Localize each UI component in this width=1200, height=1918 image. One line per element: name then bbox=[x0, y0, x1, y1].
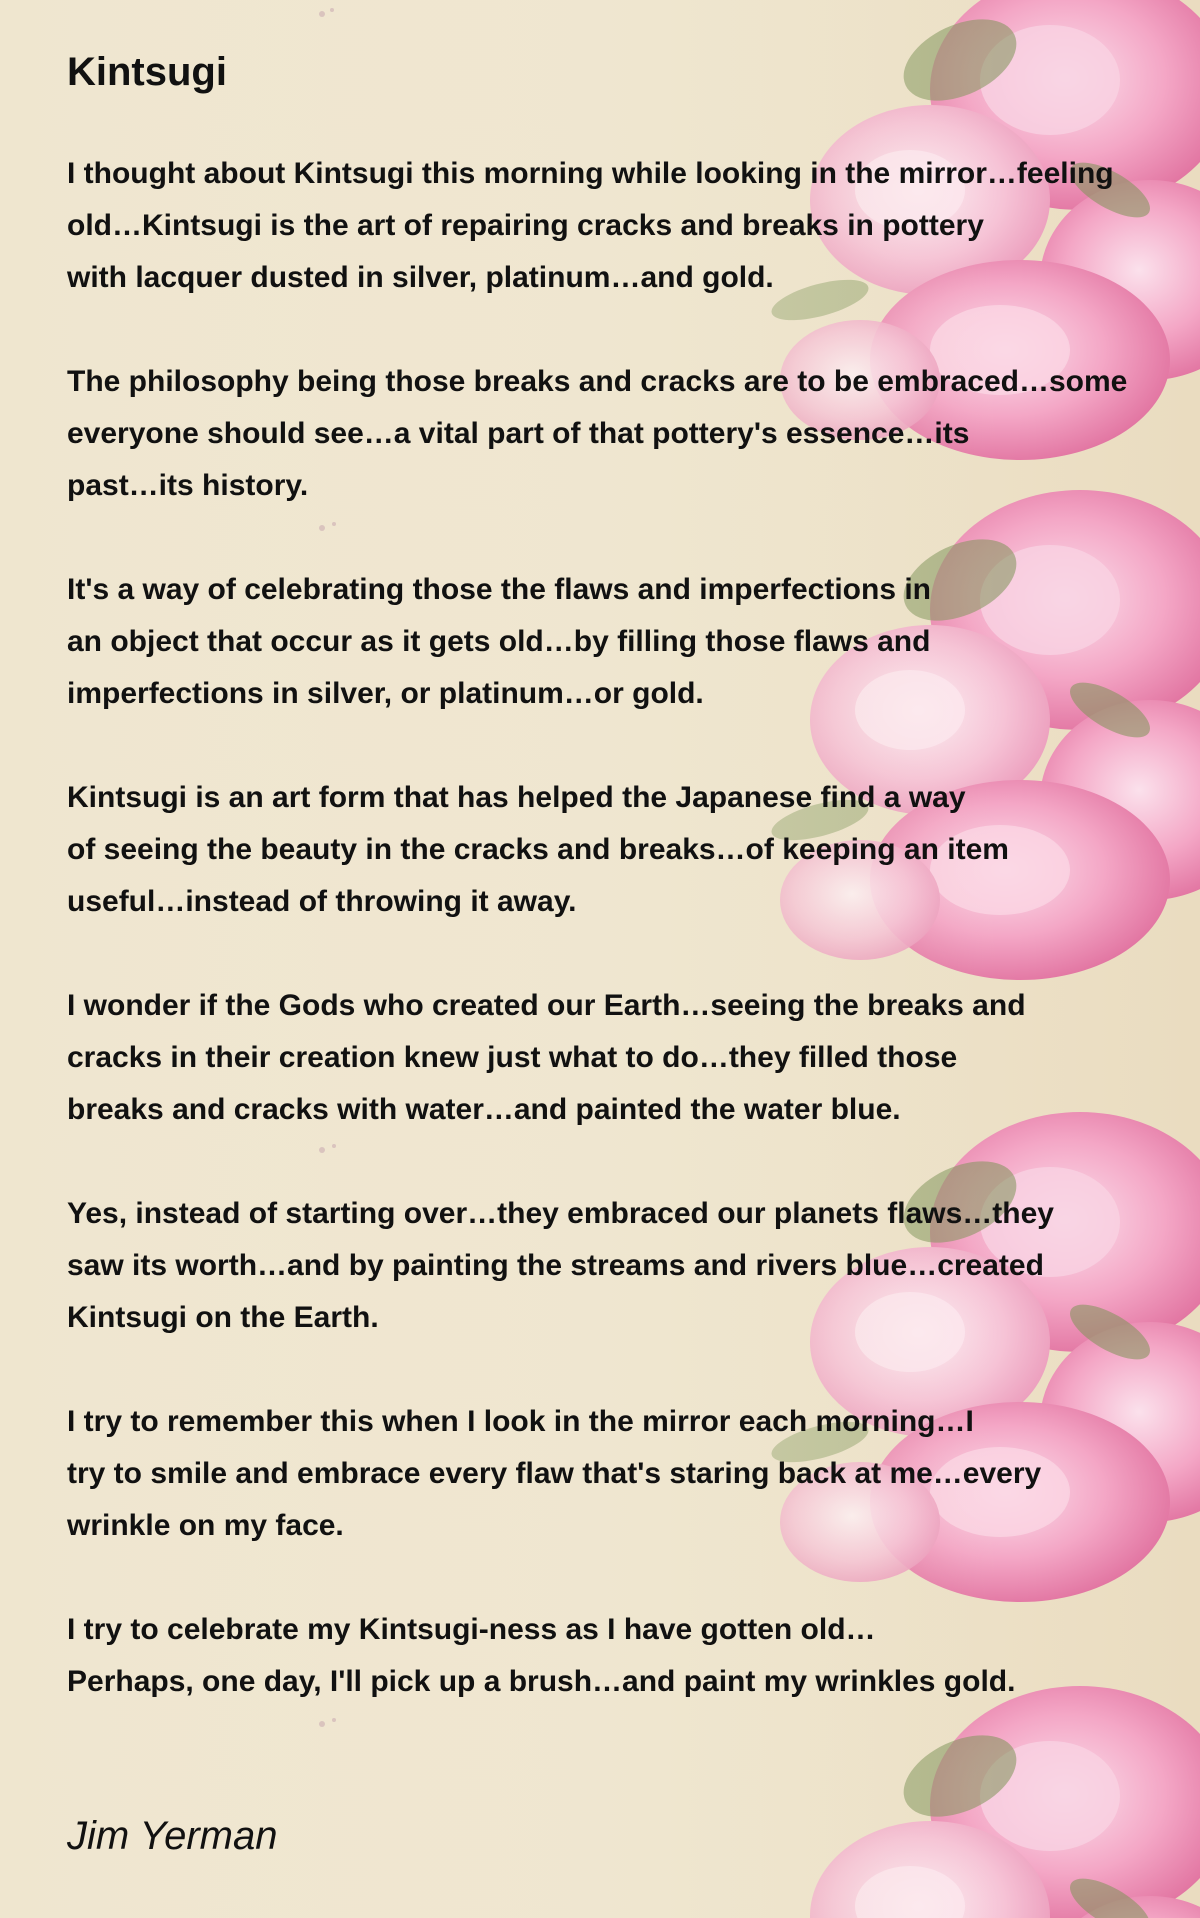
poem-line: saw its worth…and by painting the streams and rivers blue…created bbox=[67, 1249, 1044, 1282]
poem-line: everyone should see…a vital part of that pottery's essence…its bbox=[67, 417, 970, 450]
poem-line: imperfections in silver, or platinum…or gold. bbox=[67, 677, 704, 710]
poem-line: old…Kintsugi is the art of repairing cracks and breaks in pottery bbox=[67, 209, 984, 242]
poem-line: an object that occur as it gets old…by filling those flaws and bbox=[67, 625, 931, 658]
poem-line: of seeing the beauty in the cracks and breaks…of keeping an item bbox=[67, 833, 1009, 866]
poem-line: with lacquer dusted in silver, platinum…and gold. bbox=[67, 261, 774, 294]
stanza-4 bbox=[67, 772, 1009, 928]
poem-content bbox=[67, 0, 1200, 1918]
stanza-5 bbox=[67, 980, 1026, 1136]
poem-author: Jim Yerman bbox=[67, 1814, 278, 1858]
poem-line: The philosophy being those breaks and cracks are to be embraced…some bbox=[67, 365, 1128, 398]
poem-line: Perhaps, one day, I'll pick up a brush…and paint my wrinkles gold. bbox=[67, 1665, 1016, 1698]
poem-line: useful…instead of throwing it away. bbox=[67, 885, 577, 918]
poem-line: Kintsugi is an art form that has helped the Japanese find a way bbox=[67, 781, 966, 814]
poem-line: It's a way of celebrating those the flaws and imperfections in bbox=[67, 573, 931, 606]
poem-line: I thought about Kintsugi this morning while looking in the mirror…feeling bbox=[67, 157, 1114, 190]
stanza-8 bbox=[67, 1604, 1015, 1708]
stanza-6 bbox=[67, 1188, 1054, 1344]
poem-line: wrinkle on my face. bbox=[67, 1509, 344, 1542]
poem-line: cracks in their creation knew just what to do…they filled those bbox=[67, 1041, 958, 1074]
stanza-3 bbox=[67, 564, 931, 720]
poem-line: try to smile and embrace every flaw that's staring back at me…every bbox=[67, 1457, 1042, 1490]
poem-line: I wonder if the Gods who created our Earth…seeing the breaks and bbox=[67, 989, 1026, 1022]
stanza-1 bbox=[67, 148, 1114, 304]
stanza-2 bbox=[67, 356, 1127, 512]
poem-line: I try to remember this when I look in the mirror each morning…I bbox=[67, 1405, 974, 1438]
poem-line: Yes, instead of starting over…they embraced our planets flaws…they bbox=[67, 1197, 1054, 1230]
poem-line: past…its history. bbox=[67, 469, 309, 502]
stanza-7 bbox=[67, 1396, 1041, 1552]
poem-line: I try to celebrate my Kintsugi-ness as I have gotten old… bbox=[67, 1613, 876, 1646]
poem-title: Kintsugi bbox=[67, 50, 227, 94]
poem-line: Kintsugi on the Earth. bbox=[67, 1301, 379, 1334]
poem-line: breaks and cracks with water…and painted the water blue. bbox=[67, 1093, 901, 1126]
